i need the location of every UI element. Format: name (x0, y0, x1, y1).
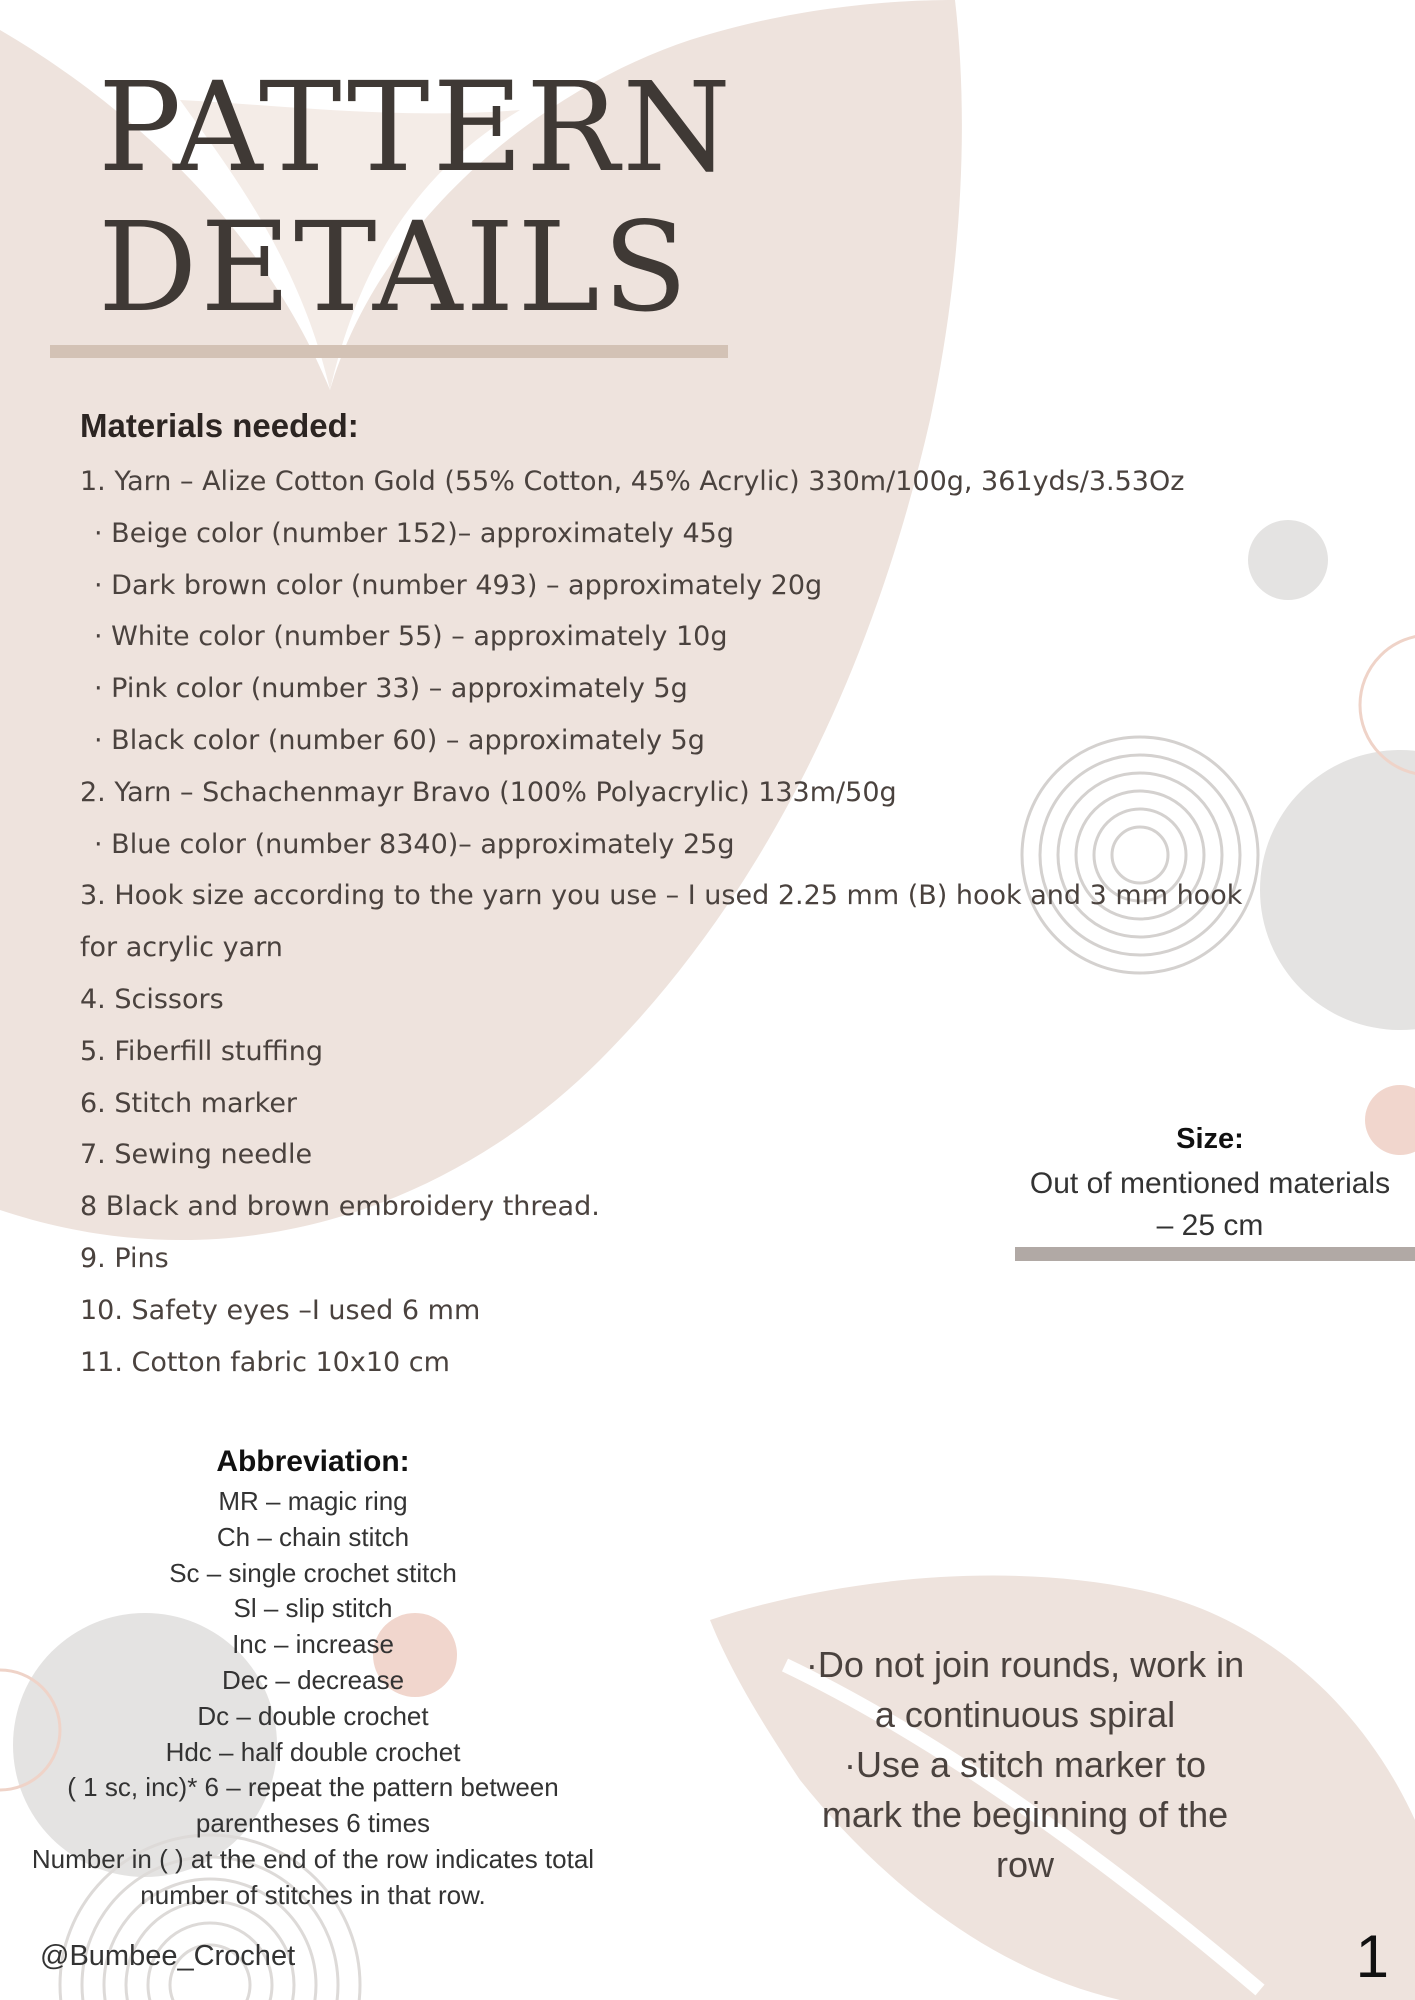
note-line: ·Use a stitch marker to (843, 1744, 1207, 1785)
size-section (1000, 1115, 1415, 1247)
materials-heading: Materials needed: (80, 407, 359, 444)
material-subitem: · Dark brown color (number 493) – approximately 20g (94, 569, 823, 601)
material-item: 6. Stitch marker (80, 1087, 298, 1119)
note-line: row (995, 1844, 1054, 1885)
note-line: ·Do not join rounds, work in (805, 1644, 1245, 1685)
abbreviation-row: Inc – increase (232, 1629, 394, 1660)
material-item: 4. Scissors (80, 983, 224, 1015)
size-value-line-2: – 25 cm (1156, 1209, 1264, 1242)
abbreviation-row: Sc – single crochet stitch (169, 1557, 457, 1588)
size-label: Size: (1176, 1123, 1244, 1155)
size-value-line-1: Out of mentioned materials (1029, 1167, 1391, 1200)
material-item: 3. Hook size according to the yarn you use – I used 2.25 mm (B) hook and 3 mm hook (80, 880, 1243, 912)
abbreviation-row: ( 1 sc, inc)* 6 – repeat the pattern between (67, 1772, 559, 1803)
material-item: 5. Fiberfill stuffing (80, 1035, 323, 1067)
material-subitem: · Pink color (number 33) – approximately 5g (94, 673, 688, 705)
material-item: 9. Pins (80, 1242, 169, 1274)
abbreviation-row: parentheses 6 times (195, 1808, 431, 1839)
abbreviation-heading: Abbreviation: (216, 1445, 410, 1478)
material-subitem: · Blue color (number 8340)– approximately 25g (94, 828, 735, 860)
grey-blob-right (1260, 750, 1415, 1030)
abbreviation-row: MR – magic ring (218, 1486, 408, 1516)
title-divider (50, 345, 728, 358)
abbreviation-row: Hdc – half double crochet (165, 1736, 461, 1767)
abbreviation-row: Dec – decrease (221, 1664, 405, 1695)
page-number: 1 (1355, 1923, 1389, 1990)
note-line: mark the beginning of the (821, 1794, 1229, 1835)
abbreviation-row: Sl – slip stitch (233, 1593, 393, 1624)
instructions-note (770, 1640, 1280, 1890)
abbreviation-row: Number in ( ) at the end of the row indicates total (31, 1843, 595, 1874)
page-title (98, 58, 734, 338)
abbreviation-row: Ch – chain stitch (216, 1521, 410, 1552)
abbreviation-row: Dc – double crochet (197, 1700, 429, 1731)
material-subitem: · Black color (number 60) – approximately 5g (94, 724, 705, 756)
material-item-continuation: for acrylic yarn (80, 932, 283, 964)
title-line-1: PATTERN (98, 56, 734, 200)
material-item: 2. Yarn – Schachenmayr Bravo (100% Polyacrylic) 133m/50g (80, 776, 897, 808)
material-item: 8 Black and brown embroidery thread. (80, 1191, 600, 1223)
note-line: a continuous spiral (874, 1694, 1176, 1735)
material-subitem: · Beige color (number 152)– approximately 45g (94, 517, 734, 549)
abbreviation-row: number of stitches in that row. (140, 1879, 486, 1910)
material-item: 11. Cotton fabric 10x10 cm (80, 1346, 450, 1378)
material-subitem: · White color (number 55) – approximately 10g (94, 621, 728, 653)
material-item: 7. Sewing needle (80, 1139, 313, 1171)
abbreviation-section (10, 1440, 616, 1914)
material-item: 1. Yarn – Alize Cotton Gold (55% Cotton, 45% Acrylic) 330m/100g, 361yds/3.53Oz (80, 466, 1185, 497)
social-handle: @Bumbee_Crochet (40, 1940, 296, 1972)
grey-dot (1248, 520, 1328, 600)
title-line-2: DETAILS (98, 196, 691, 340)
size-divider (1015, 1247, 1415, 1261)
material-item: 10. Safety eyes –I used 6 mm (80, 1294, 481, 1326)
